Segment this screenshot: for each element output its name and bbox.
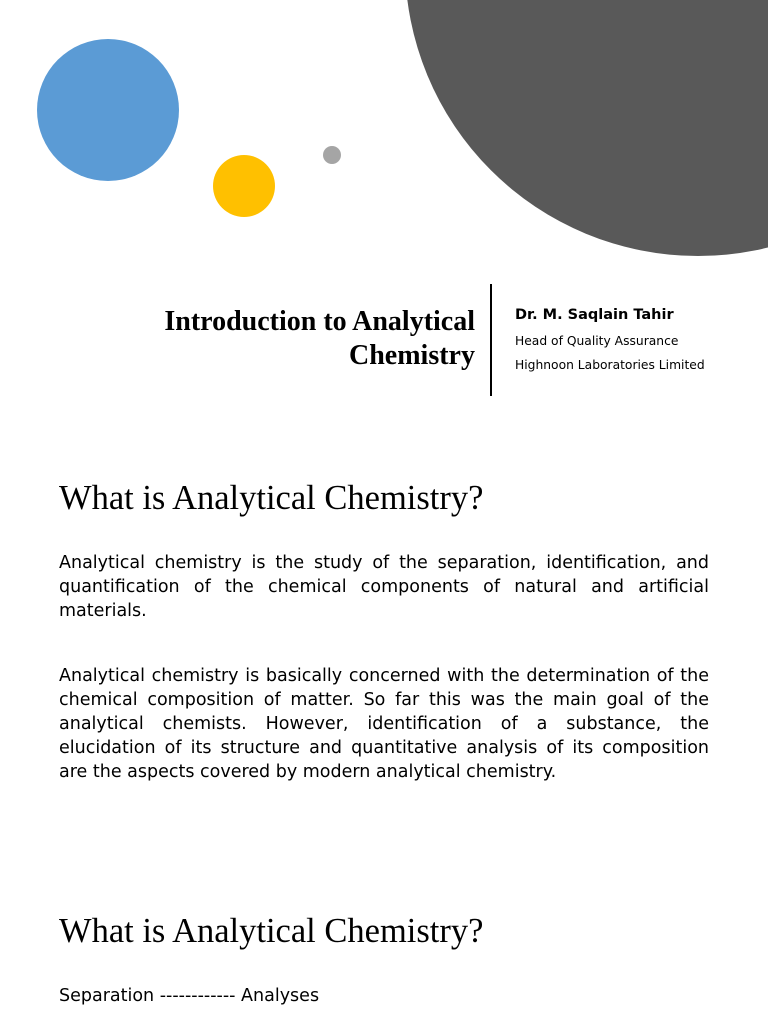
scope-paragraph: Analytical chemistry is basically concerned with the determination of the chemical composition of matter. So far this was the main goal of the analytical chemists. However, identification of a substance, the elucidation of its structure and quantitative analysis of its composition are the aspects covered by modern analytical chemistry. [59, 666, 709, 782]
dark-gray-circle-decoration [405, 0, 768, 256]
separation-analyses-line: Separation ------------ Analyses [59, 986, 320, 1006]
section-heading-2: What is Analytical Chemistry? [59, 912, 484, 950]
author-organization: Highnoon Laboratories Limited [515, 358, 705, 372]
title-line-1: Introduction to Analytical [164, 306, 475, 337]
title-divider [490, 284, 492, 396]
author-position: Head of Quality Assurance [515, 334, 679, 348]
presentation-title [90, 305, 475, 373]
section-heading-1: What is Analytical Chemistry? [59, 479, 484, 517]
yellow-circle-decoration [213, 155, 275, 217]
author-name: Dr. M. Saqlain Tahir [515, 307, 674, 323]
title-line-2: Chemistry [349, 340, 475, 371]
blue-circle-decoration [37, 39, 179, 181]
gray-dot-decoration [323, 146, 341, 164]
author-block [515, 304, 705, 377]
definition-paragraph: Analytical chemistry is the study of the separation, identification, and quantification of the chemical components of natural and artificial materials. [59, 553, 709, 621]
